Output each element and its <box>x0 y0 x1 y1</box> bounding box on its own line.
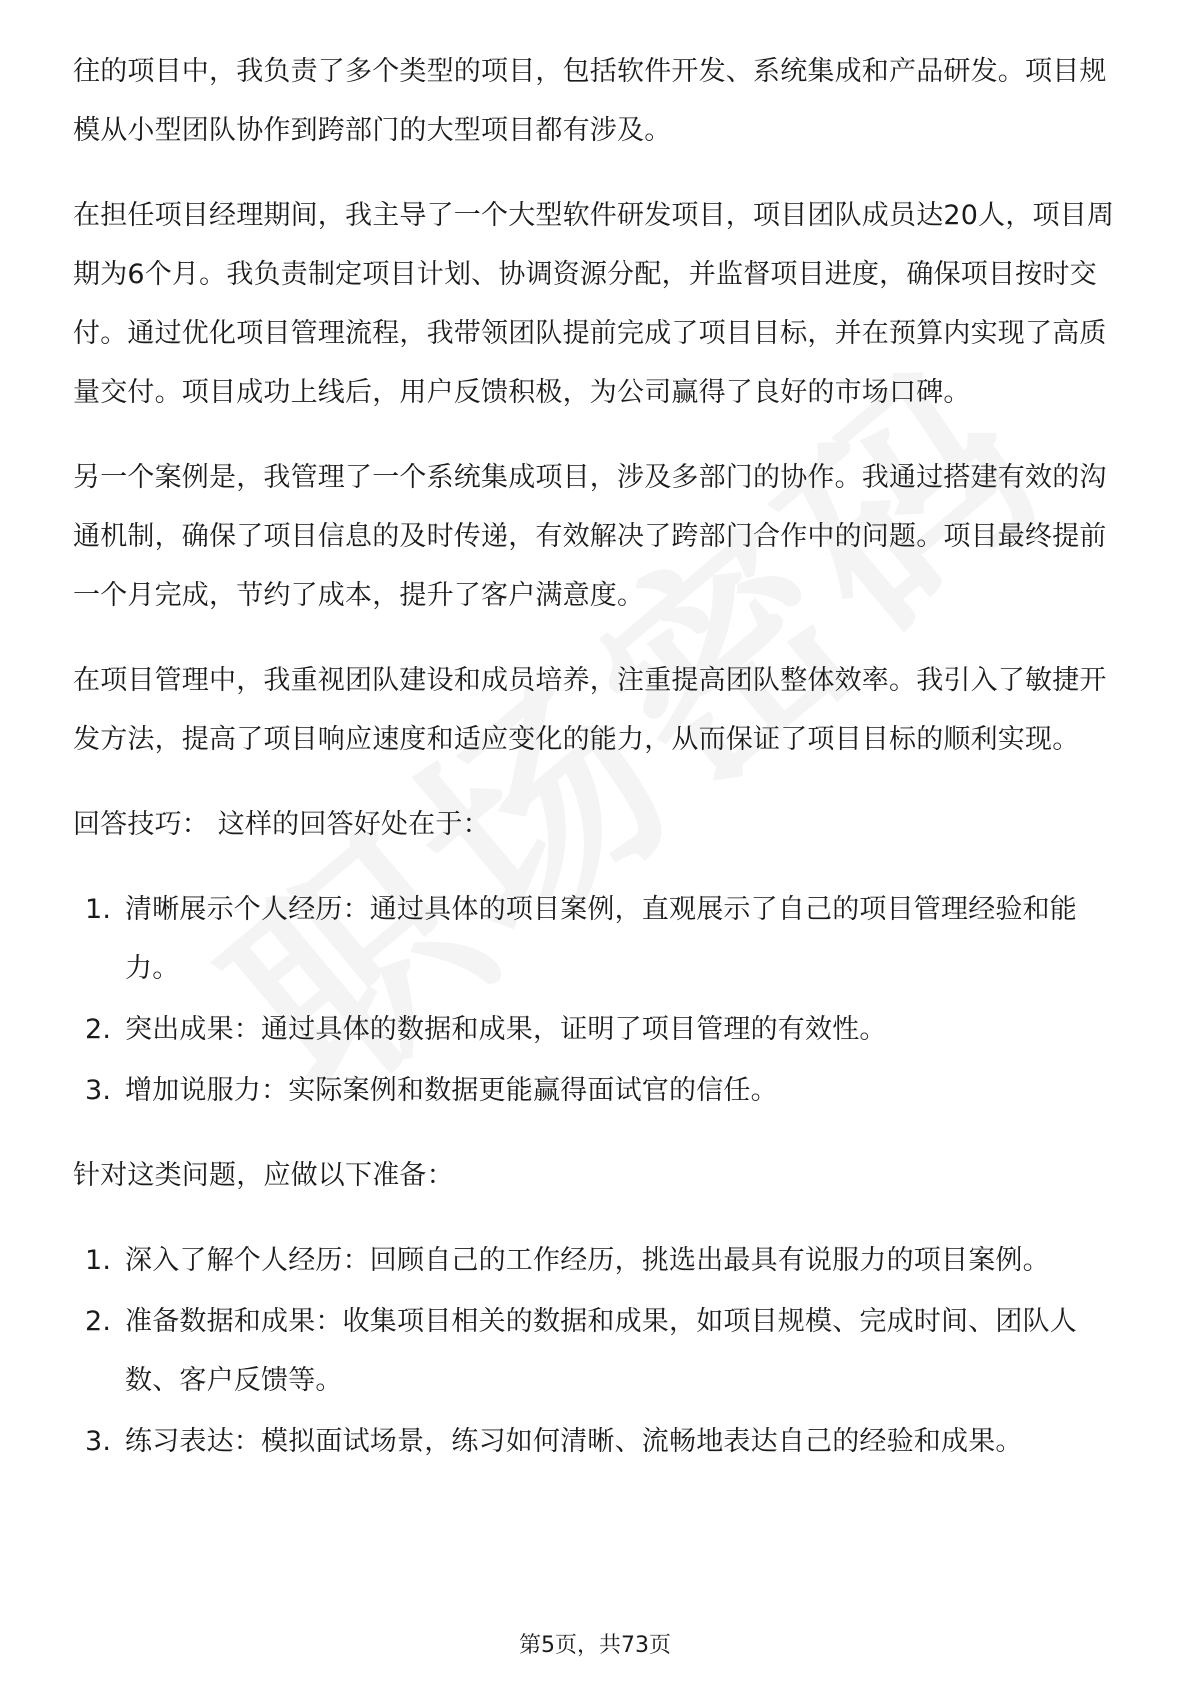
paragraph-team: 在项目管理中，我重视团队建设和成员培养，注重提高团队整体效率。我引入了敏捷开发方法，提高了项目响应速度和适应变化的能力，从而保证了项目目标的顺利实现。 <box>73 665 1107 755</box>
prep-list <box>73 1231 1118 1471</box>
tips-list <box>73 880 1118 1120</box>
paragraph-case-1: 在担任项目经理期间，我主导了一个大型软件研发项目，项目团队成员达20人，项目周期为6个月。我负责制定项目计划、协调资源分配，并监督项目进度，确保项目按时交付。通过优化项目管理流程，我带领团队提前完成了项目目标，并在预算内实现了高质量交付。项目成功上线后，用户反馈积极，为公司赢得了良好的市场口碑。 <box>73 200 1115 408</box>
list-item-text: 练习表达：模拟面试场景，练习如何清晰、流畅地表达自己的经验和成果。 <box>125 1426 1023 1457</box>
tips-heading: 回答技巧： 这样的回答好处在于： <box>73 809 490 840</box>
list-item <box>73 1412 1118 1471</box>
list-item <box>73 1292 1118 1410</box>
list-item-text: 清晰展示个人经历：通过具体的项目案例，直观展示了自己的项目管理经验和能力。 <box>125 894 1077 984</box>
list-item <box>73 880 1118 998</box>
list-item-number: 2. <box>85 1306 112 1337</box>
list-item-number: 3. <box>85 1075 112 1106</box>
page-number-footer: 第5页，共73页 <box>519 1633 671 1658</box>
list-item-number: 1. <box>85 894 112 925</box>
document-body <box>73 42 1118 1497</box>
list-item <box>73 1061 1118 1120</box>
list-item-text: 突出成果：通过具体的数据和成果，证明了项目管理的有效性。 <box>125 1014 887 1045</box>
paragraph-case-2: 另一个案例是，我管理了一个系统集成项目，涉及多部门的协作。我通过搭建有效的沟通机制，确保了项目信息的及时传递，有效解决了跨部门合作中的问题。项目最终提前一个月完成，节约了成本，提升了客户满意度。 <box>73 462 1107 611</box>
list-item-number: 2. <box>85 1014 112 1045</box>
paragraph-intro: 往的项目中，我负责了多个类型的项目，包括软件开发、系统集成和产品研发。项目规模从小型团队协作到跨部门的大型项目都有涉及。 <box>73 56 1107 146</box>
list-item-number: 1. <box>85 1245 112 1276</box>
list-item-text: 增加说服力：实际案例和数据更能赢得面试官的信任。 <box>125 1075 778 1106</box>
prep-heading: 针对这类问题，应做以下准备： <box>73 1160 454 1191</box>
list-item <box>73 1000 1118 1059</box>
list-item <box>73 1231 1118 1290</box>
list-item-text: 准备数据和成果：收集项目相关的数据和成果，如项目规模、完成时间、团队人数、客户反馈等。 <box>125 1306 1077 1396</box>
list-item-text: 深入了解个人经历：回顾自己的工作经历，挑选出最具有说服力的项目案例。 <box>125 1245 1050 1276</box>
list-item-number: 3. <box>85 1426 112 1457</box>
